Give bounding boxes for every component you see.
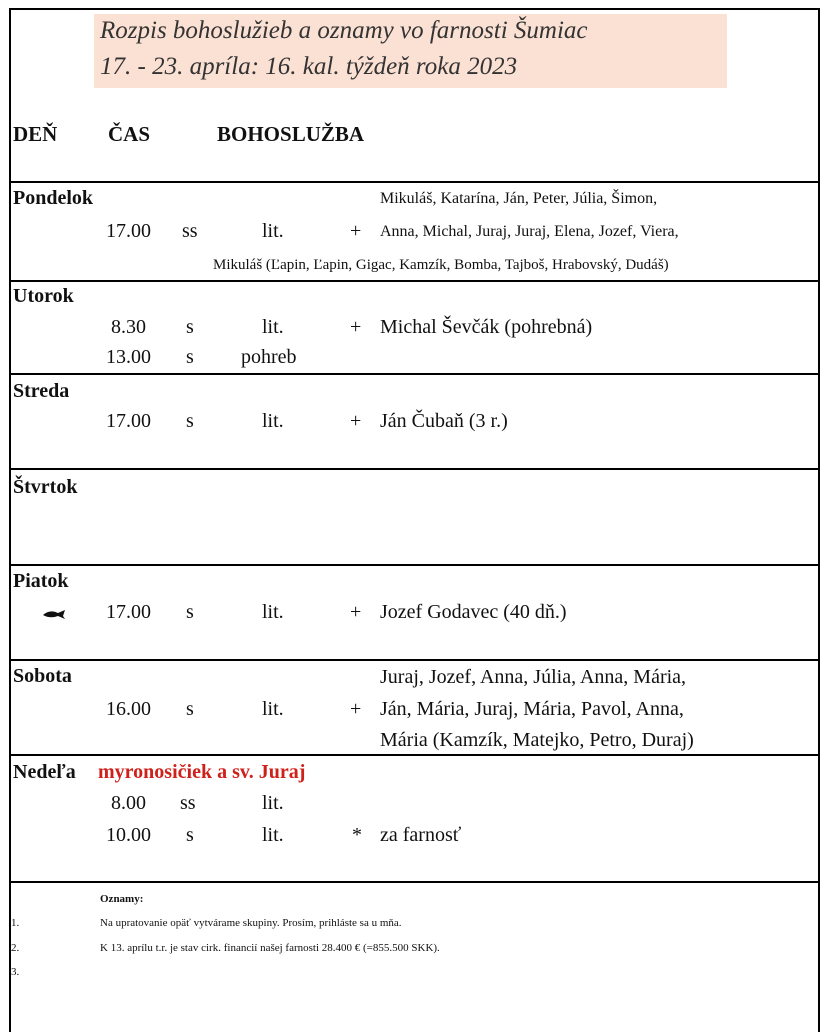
intention-line: Juraj, Jozef, Anna, Júlia, Anna, Mária, bbox=[380, 666, 687, 688]
notes-heading: Oznamy: bbox=[100, 893, 144, 905]
intention: za farnosť bbox=[380, 824, 462, 846]
service-type: ss bbox=[182, 220, 198, 242]
schedule-frame bbox=[9, 8, 820, 1032]
service-kind: lit. bbox=[262, 601, 284, 623]
cross-mark: + bbox=[350, 316, 362, 338]
header-service: BOHOSLUŽBA bbox=[217, 122, 365, 146]
service-time: 17.00 bbox=[106, 220, 151, 242]
divider bbox=[9, 280, 820, 282]
day-wednesday: Streda bbox=[13, 380, 70, 402]
day-tuesday: Utorok bbox=[13, 285, 74, 307]
intention-line: Anna, Michal, Juraj, Juraj, Elena, Jozef, Viera, bbox=[380, 223, 679, 240]
service-type: s bbox=[186, 601, 194, 623]
divider bbox=[9, 881, 820, 883]
service-type: ss bbox=[180, 792, 196, 814]
service-type: s bbox=[186, 824, 194, 846]
divider bbox=[9, 564, 820, 566]
intention-line: Mária (Kamzík, Matejko, Petro, Duraj) bbox=[380, 729, 694, 751]
service-kind: pohreb bbox=[241, 346, 297, 368]
header-time: ČAS bbox=[108, 122, 151, 146]
asterisk-mark: * bbox=[352, 824, 362, 846]
service-time: 16.00 bbox=[106, 698, 151, 720]
service-kind: lit. bbox=[262, 316, 284, 338]
service-time: 17.00 bbox=[106, 601, 151, 623]
intention: Michal Ševčák (pohrebná) bbox=[380, 316, 593, 338]
header-day: DEŇ bbox=[13, 122, 58, 146]
intention: Jozef Godavec (40 dň.) bbox=[380, 601, 567, 623]
service-type: s bbox=[186, 346, 194, 368]
note-number: 3. bbox=[11, 966, 20, 978]
service-kind: lit. bbox=[262, 824, 284, 846]
divider bbox=[9, 468, 820, 470]
intention-line: Mikuláš (Ľapin, Ľapin, Gigac, Kamzík, Bomba, Tajboš, Hrabovský, Dudáš) bbox=[213, 257, 669, 273]
note-text: Na upratovanie opäť vytvárame skupiny. Prosím, prihláste sa u mňa. bbox=[100, 917, 402, 929]
service-kind: lit. bbox=[262, 698, 284, 720]
day-friday: Piatok bbox=[13, 570, 69, 592]
cross-mark: + bbox=[350, 410, 362, 432]
cross-mark: + bbox=[350, 698, 362, 720]
title-line-1: Rozpis bohoslužieb a oznamy vo farnosti Šumiac bbox=[100, 17, 588, 44]
service-time: 8.00 bbox=[111, 792, 146, 814]
note-text: K 13. aprílu t.r. je stav cirk. financií našej farnosti 28.400 € (=855.500 SKK). bbox=[100, 942, 440, 954]
service-type: s bbox=[186, 698, 194, 720]
fish-icon bbox=[40, 604, 68, 622]
service-type: s bbox=[186, 316, 194, 338]
service-type: s bbox=[186, 410, 194, 432]
divider bbox=[9, 659, 820, 661]
note-number: 1. bbox=[11, 917, 20, 929]
service-kind: lit. bbox=[262, 410, 284, 432]
service-time: 10.00 bbox=[106, 824, 151, 846]
intention-line: Ján, Mária, Juraj, Mária, Pavol, Anna, bbox=[380, 698, 684, 720]
note-number: 2. bbox=[11, 942, 20, 954]
day-thursday: Štvrtok bbox=[13, 476, 78, 498]
divider bbox=[9, 373, 820, 375]
day-saturday: Sobota bbox=[13, 665, 72, 687]
title-line-2: 17. - 23. apríla: 16. kal. týždeň roka 2023 bbox=[100, 53, 518, 80]
service-time: 13.00 bbox=[106, 346, 151, 368]
intention-line: Mikuláš, Katarína, Ján, Peter, Júlia, Šimon, bbox=[380, 190, 658, 207]
service-kind: lit. bbox=[262, 220, 284, 242]
divider bbox=[9, 181, 820, 183]
service-kind: lit. bbox=[262, 792, 284, 814]
service-time: 8.30 bbox=[111, 316, 146, 338]
cross-mark: + bbox=[350, 220, 362, 242]
day-sunday: Nedeľa bbox=[13, 761, 76, 783]
intention: Ján Čubaň (3 r.) bbox=[380, 410, 508, 432]
cross-mark: + bbox=[350, 601, 362, 623]
day-monday: Pondelok bbox=[13, 187, 94, 209]
feast-title: myronosičiek a sv. Juraj bbox=[98, 761, 306, 783]
divider bbox=[9, 754, 820, 756]
service-time: 17.00 bbox=[106, 410, 151, 432]
